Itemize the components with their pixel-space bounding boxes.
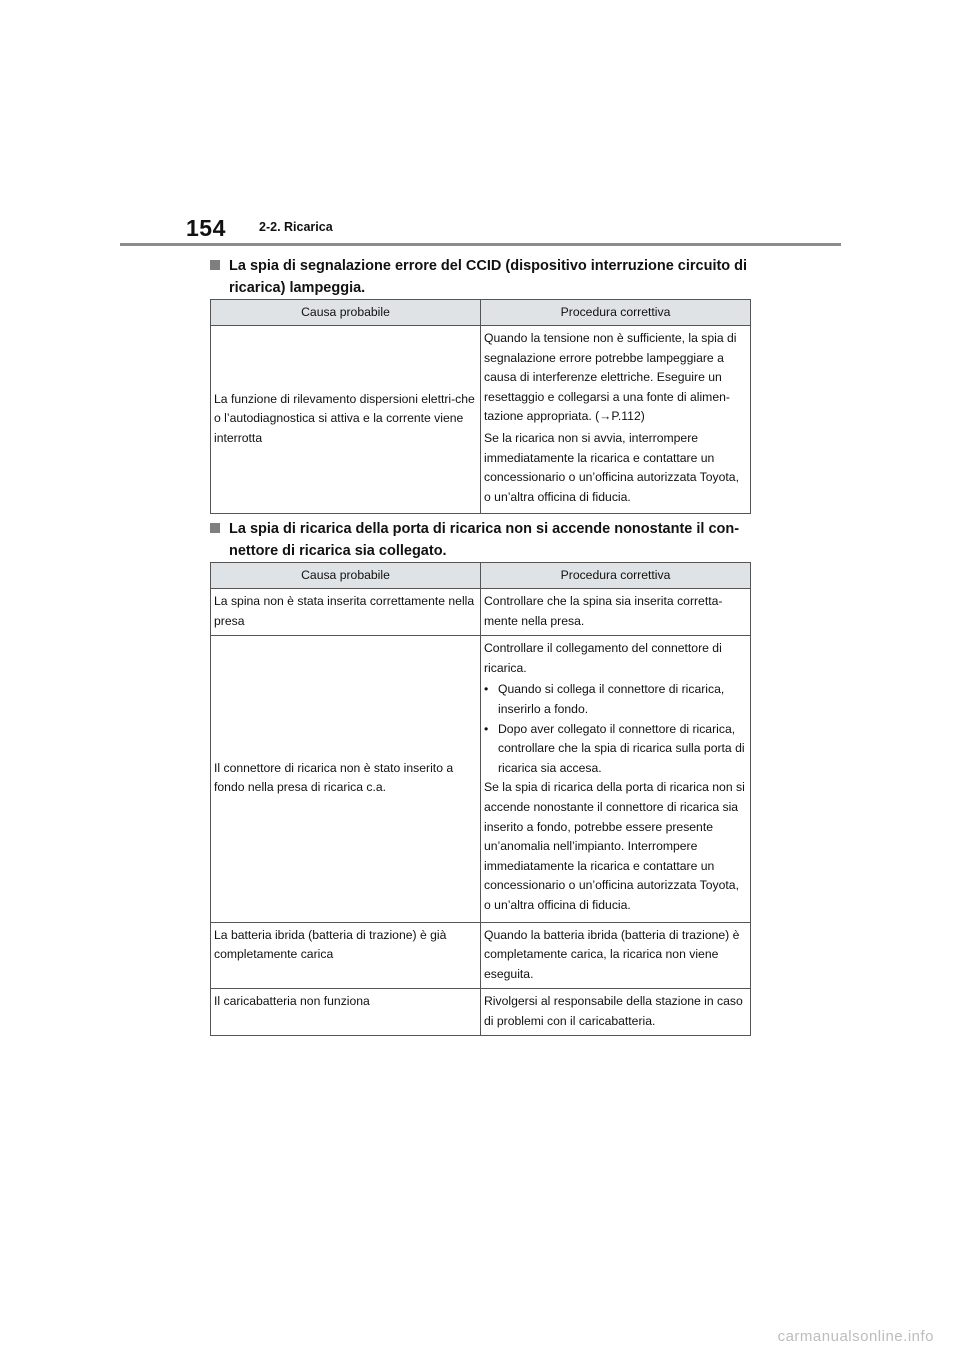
page-number: 154 [186,215,226,241]
procedure-paragraph: Se la ricarica non si avvia, interrompere immediatamente la ricarica e contattare un concessionario o un’officina autorizzata Toyota, o un’altra officina di fiducia. [484,430,739,504]
table-header-row [211,300,751,326]
section-label: 2-2. Ricarica [259,220,333,234]
col-header-cause: Causa probabile [211,300,481,326]
section1-heading [210,255,750,299]
col-header-procedure: Procedura correttiva [481,563,751,589]
cause-cell: Il caricabatteria non funziona [211,989,481,1036]
section2-table [210,562,751,1036]
cause-cell: La batteria ibrida (batteria di trazione) è già completamente carica [211,922,481,989]
procedure-cell [481,326,751,514]
table-row [211,636,751,922]
table-header-row [211,563,751,589]
procedure-cell: Quando la batteria ibrida (batteria di trazione) è completamente carica, la ricarica non viene eseguita. [481,922,751,989]
square-bullet-icon [210,523,220,533]
procedure-paragraph: Quando la tensione non è sufficiente, la spia di segnalazione errore potrebbe lampeggiare a causa di interferenze elettriche. Eseguire un resettaggio e collegarsi a una fonte di alimen-tazione appropriata. (→P.112) [484,331,737,424]
procedure-paragraph: Se la spia di ricarica della porta di ricarica non si accende nonostante il connettore di ricarica sia inserito a fondo, potrebbe essere presente un’anomalia nell’impianto. Interrompere immediatamente la ricarica e contattare un concessionario o un’officina autorizzata Toyota, o un’altra officina di fiducia. [484,780,745,912]
section1-heading-text: La spia di segnalazione errore del CCID (dispositivo interruzione circuito di ricarica) lampeggia. [229,258,748,296]
cause-cell: La spina non è stata inserita correttamente nella presa [211,589,481,636]
procedure-paragraph: Controllare il collegamento del connettore di ricarica. [484,641,722,675]
watermark: carmanualsonline.info [777,1328,934,1345]
list-item: • Quando si collega il connettore di ricarica, inserirlo a fondo. [484,680,747,719]
table-row [211,989,751,1036]
col-header-cause: Causa probabile [211,563,481,589]
section2-heading-text: La spia di ricarica della porta di ricarica non si accende nonostante il con-nettore di ricarica sia collegato. [229,521,740,559]
cause-cell: Il connettore di ricarica non è stato inserito a fondo nella presa di ricarica c.a. [211,636,481,922]
procedure-cell: Rivolgersi al responsabile della stazione in caso di problemi con il caricabatteria. [481,989,751,1036]
list-item: • Dopo aver collegato il connettore di ricarica, controllare che la spia di ricarica sulla porta di ricarica sia accesa. [484,720,747,779]
col-header-procedure: Procedura correttiva [481,300,751,326]
square-bullet-icon [210,260,220,270]
section1-table [210,299,751,514]
table-row [211,589,751,636]
cause-cell: La funzione di rilevamento dispersioni elettri-che o l’autodiagnostica si attiva e la corrente viene interrotta [211,326,481,514]
table-row [211,922,751,989]
table-row [211,326,751,514]
procedure-bullet-list [484,680,747,778]
procedure-cell: Controllare che la spina sia inserita corretta-mente nella presa. [481,589,751,636]
section2-heading [210,518,750,562]
header-rule [120,243,841,246]
procedure-cell [481,636,751,922]
